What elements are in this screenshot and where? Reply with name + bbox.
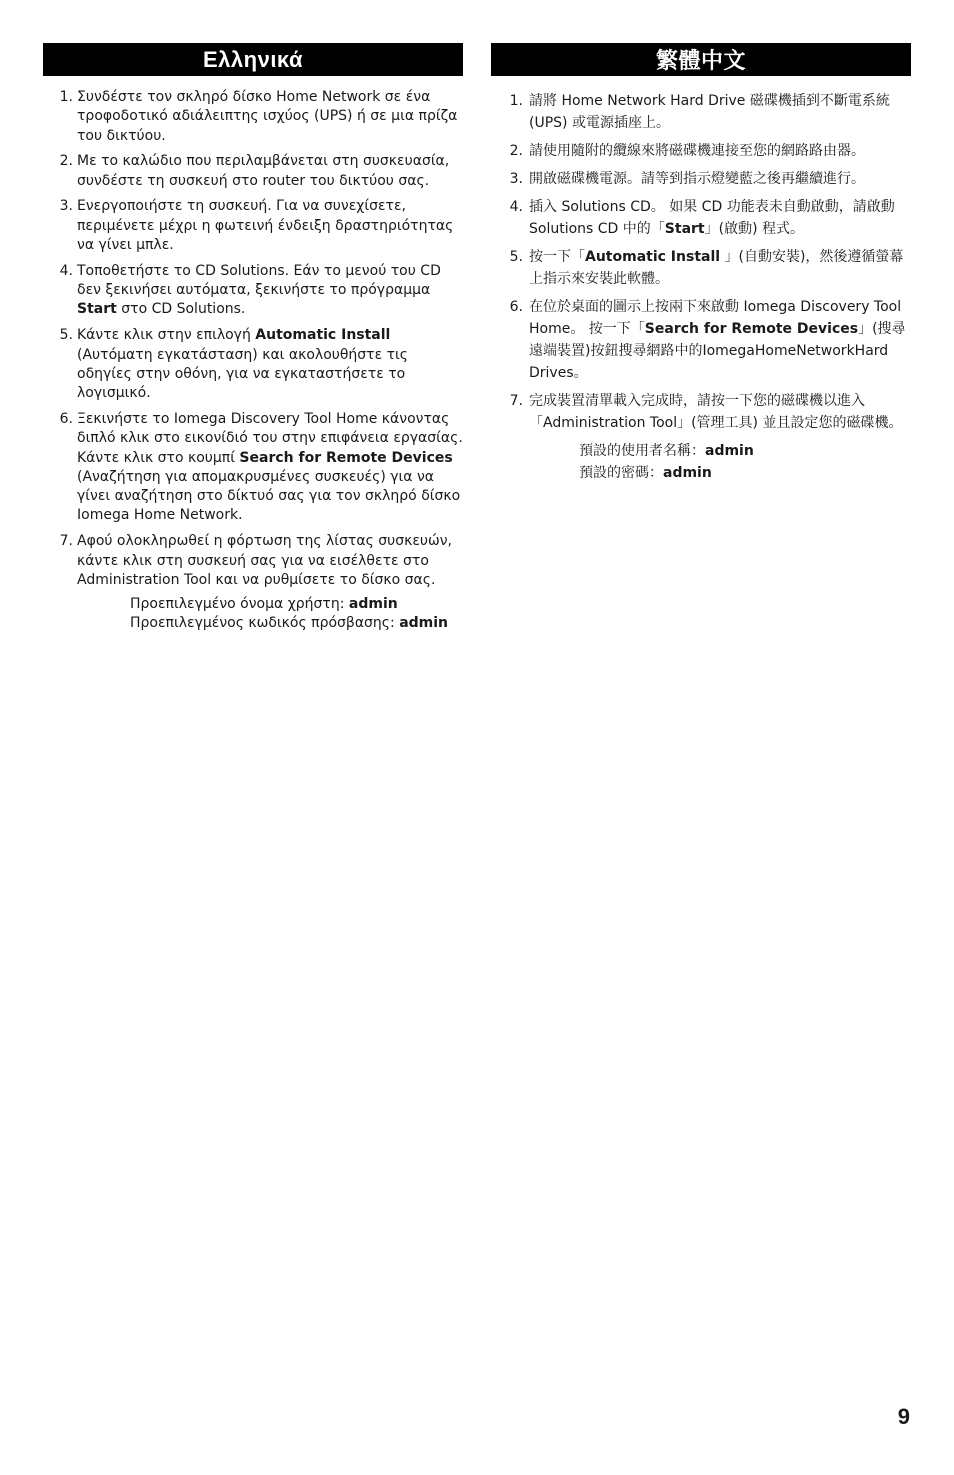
- step-number: 6.: [509, 299, 523, 315]
- chinese-column: [491, 43, 911, 484]
- chinese-step-7: [491, 390, 911, 434]
- greek-step-6: [43, 410, 463, 526]
- step-text: 在位於桌面的圖示上按兩下來啟動 Iomega Discovery Tool Home。 按一下「Search for Remote Devices」(搜尋遠端裝置)按鈕搜尋網路中的IomegaHomeNetworkHard Drives。: [529, 299, 906, 381]
- chinese-step-1: [491, 90, 911, 134]
- greek-credentials: [130, 595, 463, 634]
- step-number: 3.: [509, 171, 523, 187]
- step-number: 2.: [509, 143, 523, 159]
- greek-header: Ελληνικά: [43, 43, 463, 76]
- greek-step-5: [43, 326, 463, 403]
- chinese-step-2: [491, 140, 911, 162]
- default-username: Προεπιλεγμένο όνομα χρήστη: admin: [130, 595, 398, 612]
- greek-step-3: [43, 197, 463, 255]
- greek-step-1: [43, 88, 463, 146]
- step-text: 請將 Home Network Hard Drive 磁碟機插到不斷電系統 (UPS) 或電源插座上。: [529, 93, 890, 131]
- step-text: Με το καλώδιο που περιλαμβάνεται στη συσκευασία, συνδέστε τη συσκευή στο router του δικτύου σας.: [77, 153, 450, 189]
- step-text: Ενεργοποιήστε τη συσκευή. Για να συνεχίσετε, περιμένετε μέχρι η φωτεινή ένδειξη δραστηριότητας να γίνει μπλε.: [77, 198, 454, 254]
- step-number: 2.: [59, 153, 73, 170]
- greek-step-7: [43, 532, 463, 590]
- greek-step-2: [43, 152, 463, 191]
- bold-term: Automatic Install: [255, 327, 391, 344]
- step-text: 按一下「Automatic Install 」(自動安裝)，然後遵循螢幕上指示來安裝此軟體。: [529, 249, 904, 287]
- step-number: 5.: [59, 327, 73, 344]
- chinese-step-4: [491, 196, 911, 240]
- default-username: 預設的使用者名稱：admin: [579, 443, 754, 459]
- greek-column: [43, 43, 463, 633]
- step-text: 完成裝置清單載入完成時，請按一下您的磁碟機以進入「Administration Tool」(管理工具) 並且設定您的磁碟機。: [529, 393, 903, 431]
- step-text: Κάντε κλικ στην επιλογή Automatic Install (Αυτόματη εγκατάσταση) και ακολουθήστε τις οδηγίες στην οθόνη, για να εγκαταστήσετε το λογισμικό.: [77, 327, 409, 402]
- step-text: Ξεκινήστε το Iomega Discovery Tool Home κάνοντας διπλό κλικ στο εικονίδιό του στην επιφάνεια εργασίας. Κάντε κλικ στο κουμπί Search for Remote Devices (Αναζήτηση για απομακρυσμένες συσκευές) για να γίνει αναζήτηση στο δίκτυό σας για τον σκληρό δίσκο Iomega Home Network.: [77, 410, 463, 524]
- chinese-credentials: [579, 440, 911, 484]
- greek-step-4: [43, 262, 463, 320]
- chinese-header: 繁體中文: [491, 43, 911, 76]
- step-number: 3.: [59, 198, 73, 215]
- step-text: 插入 Solutions CD。 如果 CD 功能表未自動啟動，請啟動 Solutions CD 中的「Start」(啟動) 程式。: [529, 199, 895, 237]
- step-number: 5.: [509, 249, 523, 265]
- bold-term: Start: [664, 221, 705, 237]
- default-password: 預設的密碼：admin: [579, 465, 712, 481]
- bold-term: Search for Remote Devices: [239, 449, 453, 466]
- greek-steps: [43, 88, 463, 590]
- step-number: 7.: [59, 533, 73, 550]
- step-text: Συνδέστε τον σκληρό δίσκο Home Network σε ένα τροφοδοτικό αδιάλειπτης ισχύος (UPS) ή σε μια πρίζα του δικτύου.: [77, 89, 458, 144]
- step-number: 6.: [59, 410, 73, 427]
- bold-term: Automatic Install: [585, 249, 721, 265]
- chinese-step-6: [491, 296, 911, 384]
- step-text: Τοποθετήστε το CD Solutions. Εάν το μενού του CD δεν ξεκινήσει αυτόματα, ξεκινήστε το πρόγραμμα Start στο CD Solutions.: [77, 262, 441, 318]
- step-text: 開啟磁碟機電源。請等到指示燈變藍之後再繼續進行。: [529, 171, 865, 187]
- step-text: 請使用隨附的纜線來將磁碟機連接至您的網路路由器。: [529, 143, 865, 159]
- chinese-step-5: [491, 246, 911, 290]
- step-number: 1.: [59, 89, 73, 105]
- step-number: 4.: [59, 262, 73, 279]
- bold-term: Search for Remote Devices: [644, 321, 859, 337]
- step-number: 7.: [509, 393, 523, 409]
- step-number: 4.: [509, 199, 523, 215]
- chinese-steps: [491, 90, 911, 434]
- default-password: Προεπιλεγμένος κωδικός πρόσβασης: admin: [130, 614, 449, 631]
- step-text: Αφού ολοκληρωθεί η φόρτωση της λίστας συσκευών, κάντε κλικ στη συσκευή σας για να εισέλθετε στο Administration Tool και να ρυθμίσετε το δίσκο σας.: [77, 533, 452, 588]
- bold-term: Start: [77, 301, 117, 318]
- page-number: 9: [897, 1404, 910, 1429]
- chinese-step-3: [491, 168, 911, 190]
- step-number: 1.: [509, 93, 523, 109]
